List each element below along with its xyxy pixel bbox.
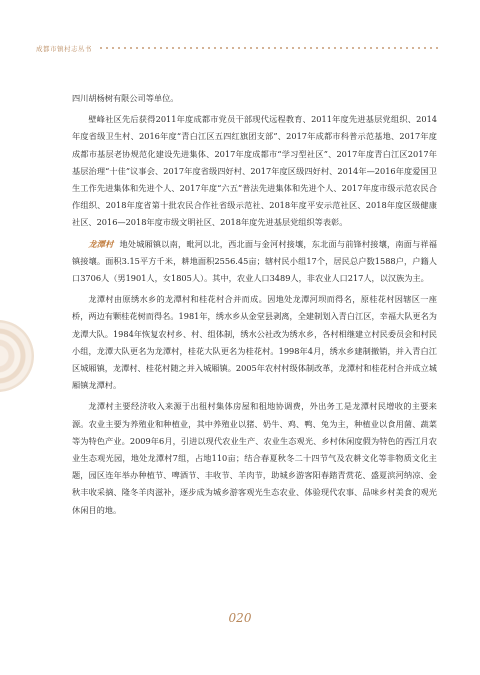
paragraph-4: 龙潭村由原绣水乡的龙潭村和桂花村合并而成。因地处龙潭河坝而得名，原桂花村因辖区一座桥，两边有颗桂花树而得名。1981年，绣水乡从金堂县剥离，全建制划入青白江区，幸福大队更名为龙潭大队。1984年恢复农村乡、村、组体制，绣水公社改为绣水乡，各村相继建立村民委员会和村民小组，龙潭大队更名为龙潭村，桂花大队更名为桂花村。1998年4月，绣水乡建制撤销，并入青白江区城厢镇，龙潭村、桂花村随之并入城厢镇。2005年农村村级体制改革，龙潭村和桂花村合并成立城厢镇龙潭村。	[72, 294, 437, 391]
running-header: 成都市镇村志丛书	[36, 45, 92, 53]
paragraph-3	[72, 236, 437, 288]
paragraph-1: 四川胡杨树有限公司等单位。	[72, 93, 179, 103]
page-number: 020	[228, 611, 252, 625]
paragraph-2: 壁峰社区先后获得2011年度成都市党员干部现代远程教育、2011年度先进基层党组织、2014年度省级卫生村、2016年度“青白江区五四红旗团支部”、2017年成都市科普示范基地、2017年度成都市基层老协规范化建设先进集体、2017年度成都市“学习型社区”、2017年度青白江区2017年基层治理“十佳”议事会、2017年度省级四好村、2017年度区级四好村、2014年—2016年度爱国卫生工作先进集体和先进个人、2017年度“六五”普法先进集体和先进个人、2017年度市级示范农民合作组织、2018年度省第十批农民合作社省级示范社、2018年度平安示范社区、2018年度区级健康社区、2016—2018年度市级文明社区、2018年度先进基层党组织等表彰。	[72, 114, 437, 228]
entry-keyword: 龙潭村	[88, 238, 114, 249]
decorative-seal-icon	[0, 320, 34, 392]
body-text	[72, 90, 437, 523]
header-dotted-rule	[98, 47, 438, 49]
paragraph-5: 龙潭村主要经济收入来源于出租村集体房屋和租地协调费，外出务工是龙潭村民增收的主要来源。农业主要为养殖业和种植业，其中养殖业以猪、奶牛、鸡、鸭、兔为主，种植业以食用菌、蔬菜等为特色产业。2009年6月，引进以现代农业生产、农业生态观光、乡村休闲度假为特色的西江月农业生态观光园，地处龙潭村7组，占地110亩；结合春夏秋冬二十四节气及农耕文化等非物质文化主题，园区连年举办种植节、啤酒节、丰收节、羊肉节，助城乡游客阳春踏青赏花、盛夏滨河纳凉、金秋丰收采摘、隆冬羊肉滋补，逐步成为城乡游客观光生态农业、体验现代农事、品味乡村美食的观光休闲目的地。	[72, 401, 437, 515]
paragraph-3-text: 地处城厢镇以南，毗河以北，西北面与金河村接壤，东北面与前锋村接壤，南面与祥福镇接壤。面积3.15平方千米，耕地面积2556.45亩；辖村民小组17个，居民总户数1588户，户籍人口3706人（男1901人，女1805人）。其中，农业人口3489人，非农业人口217人，以汉族为主。	[72, 238, 437, 284]
